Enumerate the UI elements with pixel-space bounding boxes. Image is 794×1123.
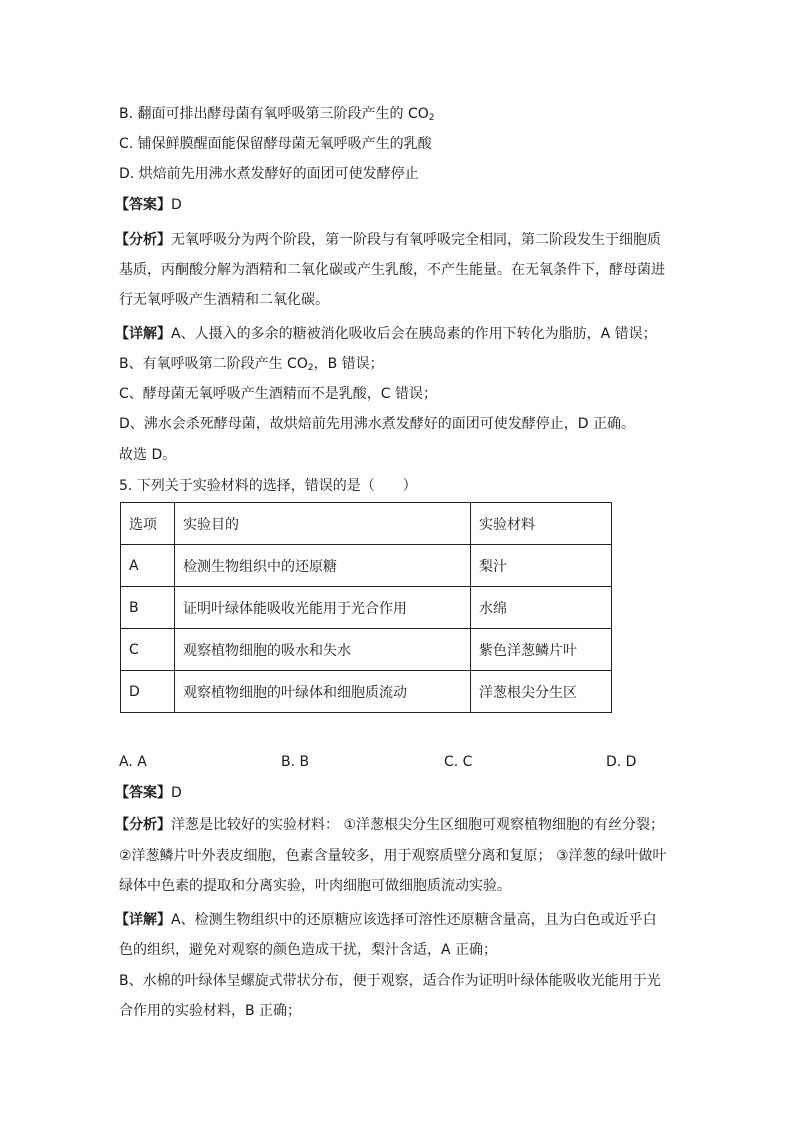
detail-line-2: 色的组织，避免对观察的颜色造成干扰，梨汁含适，A 正确； xyxy=(119,942,498,958)
detail-text: ，B 错误； xyxy=(313,356,384,372)
experiment-table xyxy=(120,502,612,713)
table-cell: 检测生物组织中的还原糖 xyxy=(175,545,471,587)
subscript: 2 xyxy=(428,113,435,123)
detail-text: A、检测生物组织中的还原糖应该选择可溶性还原糖含量高，且为白色或近乎白 xyxy=(171,912,657,928)
option-b-text: B. 翻面可排出酵母菌有氧呼吸第三阶段产生的 CO xyxy=(119,106,429,122)
table-cell: 观察植物细胞的吸水和失水 xyxy=(175,629,471,671)
table-cell: 紫色洋葱鳞片叶 xyxy=(471,629,612,671)
choice-a: A. A xyxy=(119,754,147,770)
answer-line xyxy=(115,195,182,215)
answer-value: D xyxy=(171,197,182,213)
analysis-text: 洋葱是比较好的实验材料： ①洋葱根尖分生区细胞可观察植物细胞的有丝分裂； xyxy=(171,817,664,833)
table-cell: 证明叶绿体能吸收光能用于光合作用 xyxy=(175,587,471,629)
option-b-line xyxy=(119,104,434,124)
option-d-line: D. 烘焙前先用沸水煮发酵好的面团可使发酵停止 xyxy=(119,166,419,182)
table-cell: D xyxy=(121,671,175,713)
choice-c: C. C xyxy=(444,754,473,770)
table-cell: 水绵 xyxy=(471,587,612,629)
choice-d: D. D xyxy=(606,754,637,770)
table-cell: C xyxy=(121,629,175,671)
answer-value: D xyxy=(171,785,182,801)
option-c-line: C. 铺保鲜膜醒面能保留酵母菌无氧呼吸产生的乳酸 xyxy=(119,136,432,152)
answer-tag: 【答案】 xyxy=(115,197,171,213)
table-cell: A xyxy=(121,545,175,587)
table-row xyxy=(121,587,612,629)
detail-line-1 xyxy=(115,910,657,930)
detail-line-4: D、沸水会杀死酵母菌，故烘焙前先用沸水煮发酵好的面团可使发酵停止，D 正确。 xyxy=(119,416,636,432)
detail-line-2 xyxy=(119,354,384,374)
detail-line-1 xyxy=(115,324,657,344)
analysis-line-1 xyxy=(115,815,664,835)
choice-b: B. B xyxy=(281,754,310,770)
table-header-cell: 选项 xyxy=(121,503,175,545)
analysis-line-2: 基质，丙酮酸分解为酒精和二氧化碳或产生乳酸，不产生能量。在无氧条件下，酵母菌进 xyxy=(119,262,665,278)
detail-text: B、有氧呼吸第二阶段产生 CO xyxy=(119,356,308,372)
analysis-tag: 【分析】 xyxy=(115,232,171,248)
analysis-line-2: ②洋葱鳞片叶外表皮细胞，色素含量较多，用于观察质壁分离和复原； ③洋葱的绿叶做叶 xyxy=(119,848,667,864)
analysis-line-1 xyxy=(115,230,661,250)
table-row xyxy=(121,545,612,587)
detail-tag: 【详解】 xyxy=(115,326,171,342)
table-cell: 观察植物细胞的叶绿体和细胞质流动 xyxy=(175,671,471,713)
subscript: 2 xyxy=(307,363,314,373)
table-header-row xyxy=(121,503,612,545)
detail-tag: 【详解】 xyxy=(115,912,171,928)
analysis-tag: 【分析】 xyxy=(115,817,171,833)
answer-line xyxy=(115,783,182,803)
table-cell: 梨汁 xyxy=(471,545,612,587)
detail-line-5: 故选 D。 xyxy=(119,447,177,463)
table-row xyxy=(121,629,612,671)
detail-line-3: B、水棉的叶绿体呈螺旋式带状分布，便于观察，适合作为证明叶绿体能吸收光能用于光 xyxy=(119,973,661,989)
answer-tag: 【答案】 xyxy=(115,785,171,801)
table-header-cell: 实验材料 xyxy=(471,503,612,545)
analysis-line-3: 行无氧呼吸产生酒精和二氧化碳。 xyxy=(119,292,329,308)
detail-line-3: C、酵母菌无氧呼吸产生酒精而不是乳酸，C 错误； xyxy=(119,386,437,402)
detail-text: A、人摄入的多余的糖被消化吸收后会在胰岛素的作用下转化为脂肪，A 错误； xyxy=(171,326,657,342)
analysis-line-3: 绿体中色素的提取和分离实验，叶肉细胞可做细胞质流动实验。 xyxy=(119,878,511,894)
question-5-stem: 5. 下列关于实验材料的选择，错误的是（ ） xyxy=(119,478,417,494)
table-cell: 洋葱根尖分生区 xyxy=(471,671,612,713)
table-row xyxy=(121,671,612,713)
table-header-cell: 实验目的 xyxy=(175,503,471,545)
detail-line-4: 合作用的实验材料，B 正确； xyxy=(119,1003,302,1019)
table-cell: B xyxy=(121,587,175,629)
analysis-text: 无氧呼吸分为两个阶段，第一阶段与有氧呼吸完全相同，第二阶段发生于细胞质 xyxy=(171,232,661,248)
